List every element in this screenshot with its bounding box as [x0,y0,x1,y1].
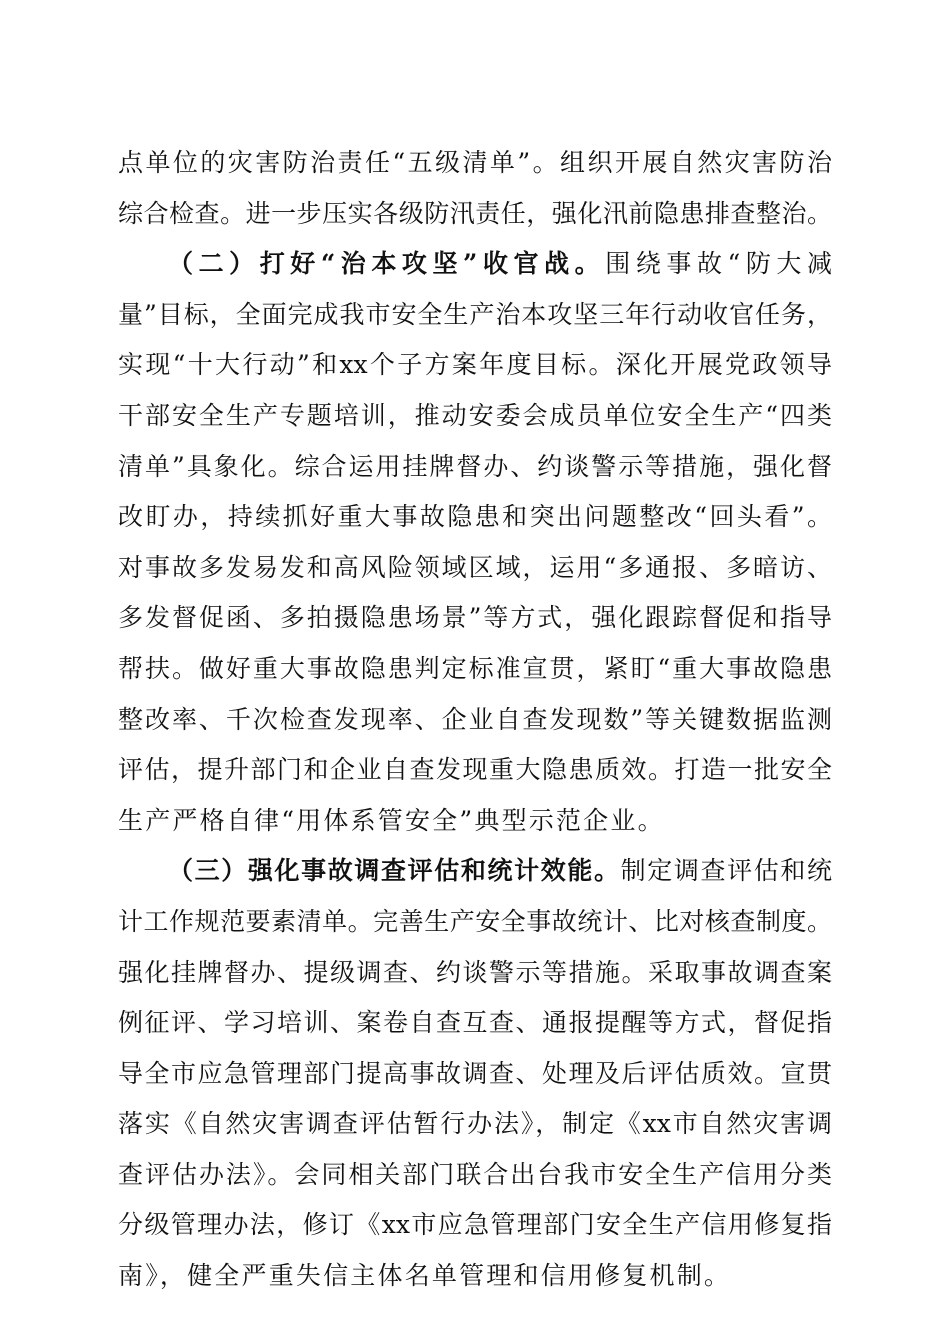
line-text: 量”目标，全面完成我市安全生产治本攻坚三年行动收官任务， [118,299,832,329]
text-line [118,998,832,1049]
line-text: 对事故多发易发和高风险领域区域，运用“多通报、多暗访、 [118,552,832,582]
line-text: 强化挂牌督办、提级调查、约谈警示等措施。采取事故调查案 [118,957,832,987]
line-text: 评估，提升部门和企业自查发现重大隐患质效。打造一批安全 [118,755,832,785]
text-line [118,290,832,341]
text-line [118,897,832,948]
paragraph-p2 [118,239,832,846]
line-text: 计工作规范要素清单。完善生产安全事故统计、比对核查制度。 [118,906,832,936]
line-text: 查评估办法》。会同相关部门联合出台我市安全生产信用分类 [118,1159,832,1189]
line-text: 综合检查。进一步压实各级防汛责任，强化汛前隐患排查整治。 [118,198,832,228]
line-text: 例征评、学习培训、案卷自查互查、通报提醒等方式，督促指 [118,1008,832,1038]
text-line [118,239,832,290]
text-line [118,138,832,189]
text-line [118,796,832,847]
line-text: 点单位的灾害防治责任“五级清单”。组织开展自然灾害防治 [118,148,832,177]
line-text: 生产严格自律“用体系管安全”典型示范企业。 [118,805,665,835]
line-text: 干部安全生产专题培训，推动安委会成员单位安全生产“四类 [118,400,832,430]
text-line [118,1200,832,1251]
section-heading: （二）打好“治本攻坚”收官战。 [168,249,606,279]
text-line [118,492,832,543]
text-line [118,948,832,999]
line-text: 围绕事故“防大减 [605,249,832,279]
text-line [118,1150,832,1201]
line-text: 实现“十大行动”和xx个子方案年度目标。深化开展党政领导 [118,350,832,380]
text-line [118,189,832,240]
text-line [118,695,832,746]
paragraph-p3 [118,846,832,1301]
line-text: 落实《自然灾害调查评估暂行办法》，制定《xx市自然灾害调 [118,1109,832,1139]
text-line [118,1099,832,1150]
line-text: 改盯办，持续抓好重大事故隐患和突出问题整改“回头看”。 [118,502,832,532]
text-line [118,340,832,391]
line-text: 分级管理办法，修订《xx市应急管理部门安全生产信用修复指 [118,1210,832,1240]
line-text: 帮扶。做好重大事故隐患判定标准宣贯，紧盯“重大事故隐患 [118,653,832,683]
paragraph-p1 [118,138,832,239]
line-text: 多发督促函、多拍摄隐患场景”等方式，强化跟踪督促和指导 [118,603,832,633]
text-line [118,442,832,493]
section-heading: （三）强化事故调查评估和统计效能。 [168,856,621,886]
line-text: 南》，健全严重失信主体名单管理和信用修复机制。 [118,1261,732,1291]
line-text: 导全市应急管理部门提高事故调查、处理及后评估质效。宣贯 [118,1058,832,1088]
text-line [118,1251,832,1302]
text-line [118,644,832,695]
text-line [118,391,832,442]
line-text: 清单”具象化。综合运用挂牌督办、约谈警示等措施，强化督 [118,451,832,481]
text-line [118,1049,832,1100]
line-text: 整改率、千次检查发现率、企业自查发现数”等关键数据监测 [118,704,832,734]
text-line [118,846,832,897]
text-line [118,543,832,594]
document-body [118,138,832,1302]
text-line [118,593,832,644]
text-line [118,745,832,796]
line-text: 制定调查评估和统 [620,856,832,886]
